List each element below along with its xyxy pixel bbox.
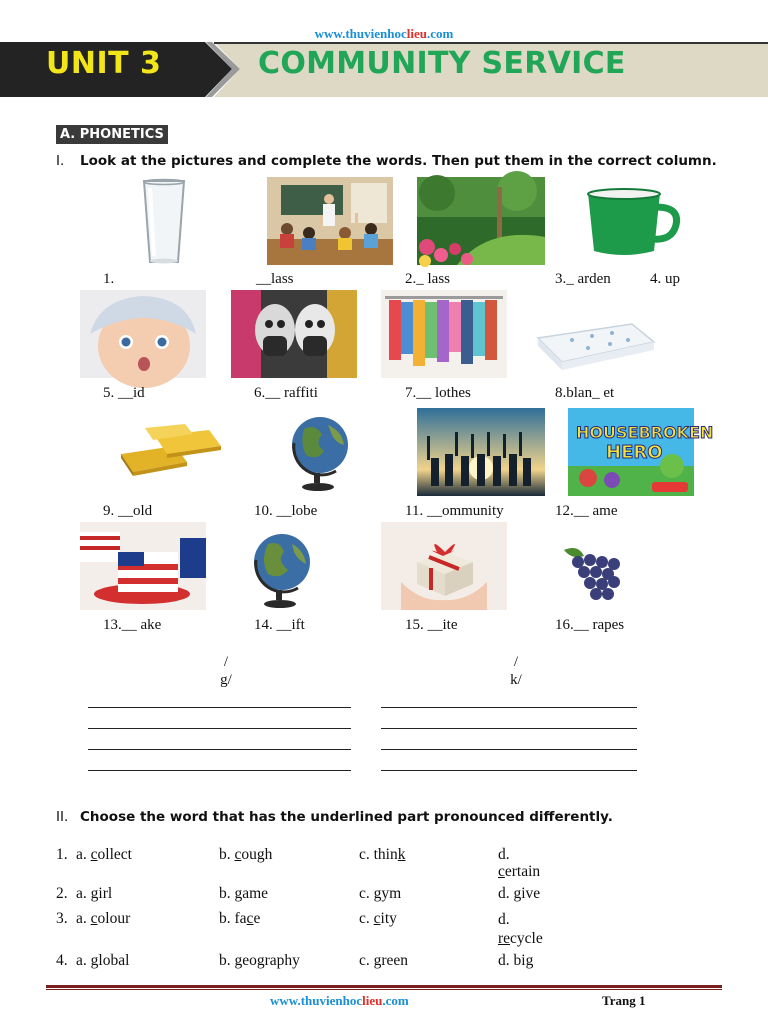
- underlined-part: c: [373, 910, 381, 927]
- picture-label-9: 9. __old: [103, 503, 153, 519]
- option-rest: ame: [242, 885, 269, 902]
- page-title: COMMUNITY SERVICE: [258, 46, 626, 81]
- underlined-part: c: [90, 846, 98, 863]
- garden-icon: [417, 177, 545, 265]
- picture-label-10: 10. __lobe: [254, 503, 318, 519]
- banner-top-line: [214, 42, 768, 44]
- underlined-part: g: [373, 885, 382, 902]
- question-2-option-c[interactable]: [359, 885, 401, 903]
- slash: /: [223, 654, 229, 670]
- question-2-option-b[interactable]: [219, 885, 268, 903]
- option-rest: ollect: [97, 846, 132, 863]
- answer-line-k-4[interactable]: [381, 770, 637, 771]
- option-prefix: d.: [498, 885, 514, 902]
- option-rest: cycle: [510, 930, 543, 947]
- column-head-g: [206, 653, 246, 689]
- option-prefix: b.: [219, 846, 235, 863]
- question-1-option-b[interactable]: [219, 846, 272, 864]
- answer-line-g-1[interactable]: [88, 707, 351, 708]
- option-prefix: b. fa: [219, 910, 247, 927]
- underlined-part: k: [397, 846, 406, 863]
- option-prefix: d.: [498, 846, 510, 863]
- underlined-part: c: [234, 846, 242, 863]
- option-rest: reen: [381, 952, 409, 969]
- picture-label-14: 14. __ift: [254, 617, 305, 633]
- option-prefix: b.: [219, 952, 235, 969]
- question-1-option-c[interactable]: [359, 846, 406, 864]
- exercise-1-instruction: [56, 153, 717, 169]
- picture-label-2: 2._ lass: [405, 271, 450, 287]
- question-1-option-a[interactable]: [76, 846, 132, 864]
- site-link-top[interactable]: [0, 26, 768, 42]
- clothes-rack-icon: [381, 290, 507, 378]
- video-game-icon: [568, 408, 714, 496]
- option-rest: ive: [521, 885, 541, 902]
- unit-banner: [0, 42, 768, 97]
- underlined-part: g: [234, 952, 243, 969]
- option-rest: irl: [98, 885, 113, 902]
- answer-line-g-3[interactable]: [88, 749, 351, 750]
- answer-line-k-3[interactable]: [381, 749, 637, 750]
- site-prefix: www.: [314, 26, 346, 41]
- picture-label-5: 5. __id: [103, 385, 145, 401]
- question-3-option-b[interactable]: [219, 910, 260, 928]
- option-prefix: d. bi: [498, 952, 526, 969]
- option-rest: ough: [241, 846, 273, 863]
- exercise-2-instruction: [56, 809, 613, 825]
- option-prefix: b.: [219, 885, 235, 902]
- globe-icon: [246, 530, 314, 610]
- site-suffix: .com: [426, 26, 454, 41]
- baby-kid-icon: [80, 290, 206, 378]
- underlined-part: g: [525, 952, 534, 969]
- picture-label-11: 11. __ommunity: [405, 503, 504, 519]
- answer-line-g-4[interactable]: [88, 770, 351, 771]
- picture-label-4: 4. up: [650, 271, 680, 287]
- site-name-blue: thuvienhoc: [345, 26, 407, 41]
- underlined-part: re: [498, 930, 511, 947]
- sound-k: k/: [510, 672, 522, 688]
- section-heading-phonetics: A. PHONETICS: [56, 125, 168, 144]
- gift-box-icon: [381, 522, 507, 610]
- gold-bars-icon: [115, 418, 227, 480]
- picture-label-class: __lass: [256, 271, 294, 287]
- question-3-option-d[interactable]: [498, 910, 543, 948]
- globe-icon: [284, 413, 352, 493]
- option-rest: ym: [381, 885, 402, 902]
- sound-g: g/: [220, 672, 232, 688]
- picture-label-3: 3._ arden: [555, 271, 611, 287]
- picture-label-12: 12.__ ame: [555, 503, 618, 519]
- unit-label: UNIT 3: [46, 46, 162, 81]
- question-3-option-a[interactable]: [76, 910, 130, 928]
- grapes-icon: [554, 544, 630, 606]
- exercise-number: I.: [56, 153, 65, 169]
- picture-label-6: 6.__ raffiti: [254, 385, 318, 401]
- question-2-option-d[interactable]: [498, 885, 540, 903]
- underlined-part: g: [90, 952, 99, 969]
- instruction-text: Look at the pictures and complete the words. Then put them in the correct column.: [80, 153, 717, 169]
- option-rest: ity: [380, 910, 397, 927]
- option-prefix: c.: [359, 885, 374, 902]
- option-rest: olour: [97, 910, 131, 927]
- svg-text:HOUSEBROKEN: HOUSEBROKEN: [576, 423, 714, 442]
- question-2-number: 2.: [56, 885, 68, 902]
- question-1-number: 1.: [56, 846, 68, 863]
- footer-divider: [46, 985, 722, 988]
- flag-cake-icon: [80, 522, 206, 610]
- question-3-number: 3.: [56, 910, 68, 927]
- underlined-part: g: [90, 885, 99, 902]
- picture-label-13: 13.__ ake: [103, 617, 162, 633]
- picture-label-15: 15. __ite: [405, 617, 458, 633]
- option-rest: ertain: [504, 863, 541, 880]
- blanket-icon: [532, 318, 658, 373]
- option-prefix: d.: [498, 911, 510, 928]
- option-prefix: a.: [76, 952, 91, 969]
- question-4-option-b[interactable]: [219, 952, 300, 970]
- footer-site-tail: .com: [382, 993, 409, 1008]
- exercise-number: II.: [56, 809, 69, 825]
- option-rest: lobal: [98, 952, 130, 969]
- option-prefix: c.: [359, 910, 374, 927]
- underlined-part: g: [373, 952, 382, 969]
- graffiti-icon: [231, 290, 357, 378]
- page-number: Trang 1: [602, 993, 646, 1008]
- question-4-option-d[interactable]: [498, 952, 533, 970]
- underlined-part: c: [498, 863, 505, 880]
- question-1-option-d[interactable]: [498, 846, 540, 880]
- picture-label-7: 7.__ lothes: [405, 385, 471, 401]
- site-name-red: lieu: [406, 26, 427, 41]
- community-silhouettes-icon: [417, 408, 545, 496]
- svg-text:HERO: HERO: [606, 442, 663, 463]
- option-prefix: a.: [76, 885, 91, 902]
- option-prefix: a.: [76, 910, 91, 927]
- picture-label-8: 8.blan_ et: [555, 385, 615, 401]
- column-head-k: [496, 653, 536, 689]
- option-prefix: a.: [76, 846, 91, 863]
- instruction-text: Choose the word that has the underlined part pronounced differently.: [80, 809, 613, 825]
- footer-divider-thin: [46, 989, 722, 990]
- underlined-part: c: [90, 910, 98, 927]
- slash: /: [513, 654, 519, 670]
- footer-site-red: lieu: [362, 993, 383, 1008]
- classroom-icon: [267, 177, 393, 265]
- question-4-option-a[interactable]: [76, 952, 129, 970]
- option-rest: e: [253, 910, 261, 927]
- question-2-option-a[interactable]: [76, 885, 112, 903]
- underlined-part: g: [234, 885, 243, 902]
- answer-line-g-2[interactable]: [88, 728, 351, 729]
- footer-site-link[interactable]: [270, 993, 409, 1009]
- underlined-part: g: [513, 885, 522, 902]
- green-cup-icon: [582, 185, 682, 260]
- question-4-option-c[interactable]: [359, 952, 408, 970]
- footer-site-blue: www.thuvienhoc: [270, 993, 363, 1008]
- picture-label-16: 16.__ rapes: [555, 617, 625, 633]
- option-prefix: c. thin: [359, 846, 398, 863]
- option-rest: eography: [242, 952, 300, 969]
- option-prefix: c.: [359, 952, 374, 969]
- question-3-option-c[interactable]: [359, 910, 397, 928]
- answer-line-k-2[interactable]: [381, 728, 637, 729]
- question-4-number: 4.: [56, 952, 68, 969]
- answer-line-k-1[interactable]: [381, 707, 637, 708]
- drinking-glass-icon: [140, 178, 188, 266]
- picture-label-1: 1.: [103, 271, 115, 287]
- underlined-part: c: [246, 910, 254, 927]
